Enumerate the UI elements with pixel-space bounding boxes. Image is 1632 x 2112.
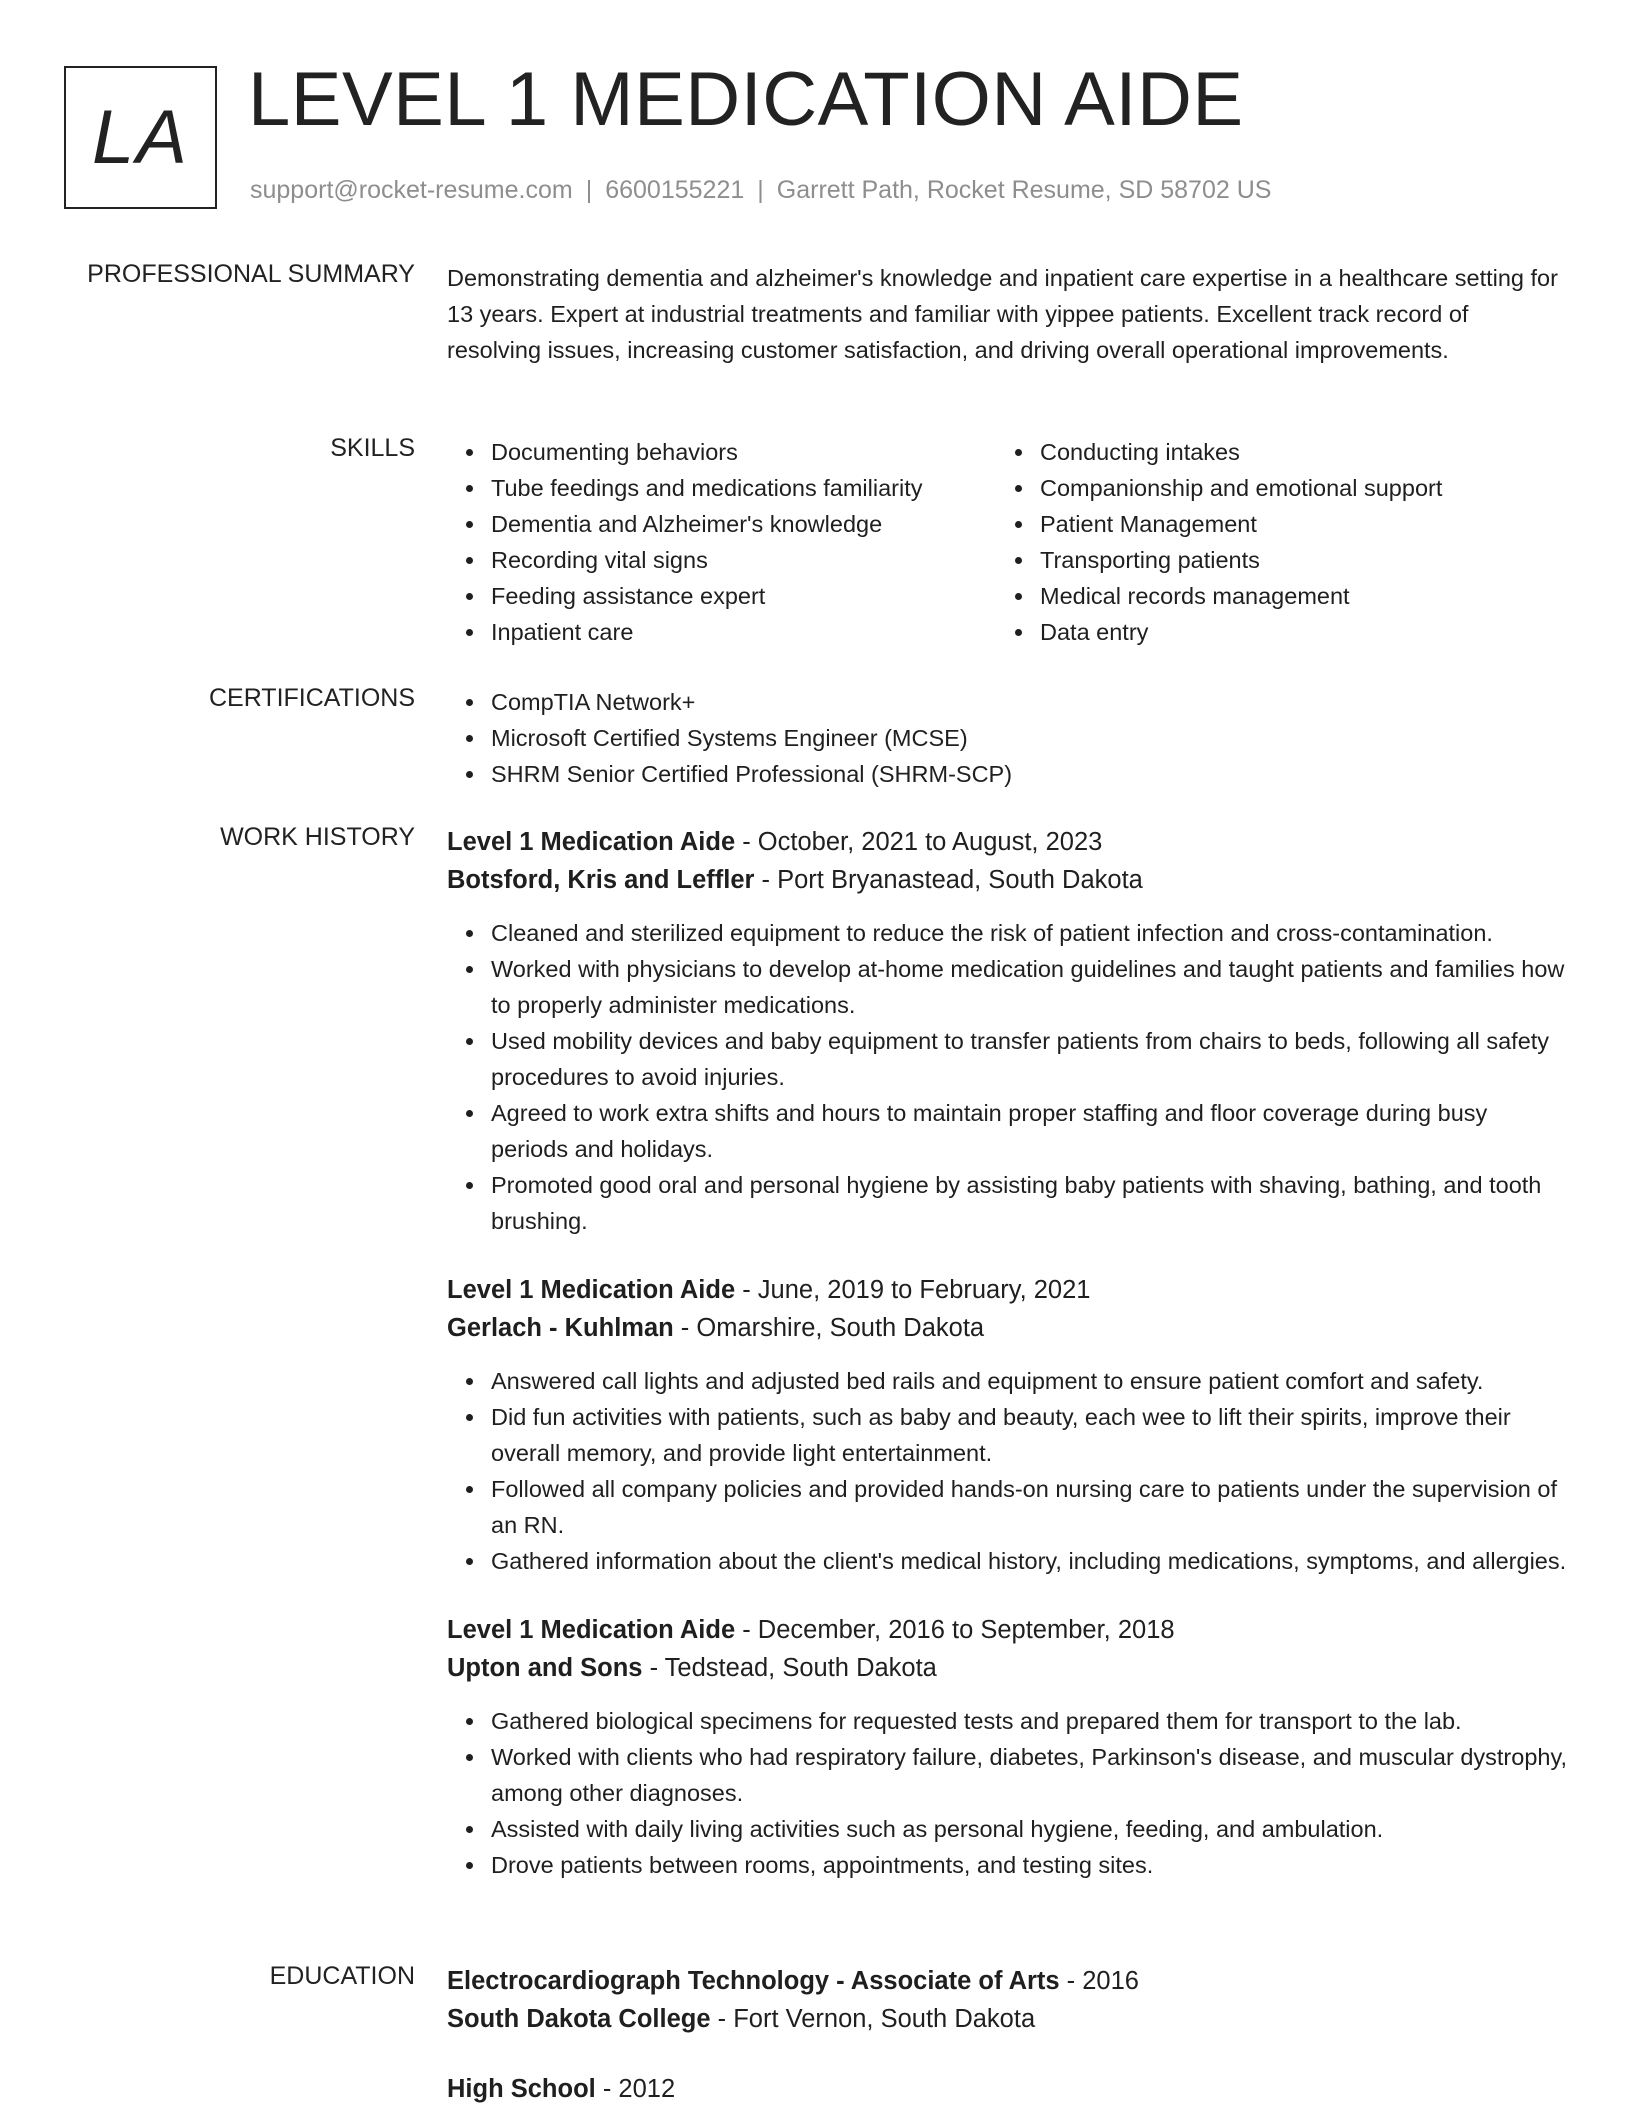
skill-item: Dementia and Alzheimer's knowledge xyxy=(447,506,996,542)
job-bullet: Promoted good oral and personal hygiene by assisting baby patients with shaving, bathing, and tooth brushing. xyxy=(447,1167,1567,1239)
education-entry xyxy=(447,2070,1567,2108)
job-company-line xyxy=(447,861,1567,899)
certification-item: Microsoft Certified Systems Engineer (MCSE) xyxy=(447,720,1567,756)
skill-item: Conducting intakes xyxy=(996,434,1545,470)
job-company-line xyxy=(447,1649,1567,1687)
job-bullet: Agreed to work extra shifts and hours to maintain proper staffing and floor coverage during busy periods and holidays. xyxy=(447,1095,1567,1167)
education-degree: High School xyxy=(447,2075,596,2103)
skill-item: Tube feedings and medications familiarity xyxy=(447,470,996,506)
job-location: - Tedstead, South Dakota xyxy=(642,1654,937,1682)
section-label-work-history: WORK HISTORY xyxy=(220,823,415,851)
contact-separator: | xyxy=(757,176,764,204)
section-label-skills: SKILLS xyxy=(330,434,415,462)
job-title: Level 1 Medication Aide xyxy=(447,1276,736,1304)
certification-item: CompTIA Network+ xyxy=(447,684,1567,720)
job-entry xyxy=(447,1611,1567,1883)
section-label-education: EDUCATION xyxy=(269,1962,415,1990)
job-dates: - October, 2021 to August, 2023 xyxy=(735,828,1103,856)
job-bullet: Drove patients between rooms, appointments, and testing sites. xyxy=(447,1847,1567,1883)
job-bullets xyxy=(447,915,1567,1239)
skill-item: Feeding assistance expert xyxy=(447,578,996,614)
skill-item: Data entry xyxy=(996,614,1545,650)
job-bullet: Answered call lights and adjusted bed rails and equipment to ensure patient comfort and safety. xyxy=(447,1363,1567,1399)
job-bullet: Gathered information about the client's medical history, including medications, symptoms, and allergies. xyxy=(447,1543,1567,1579)
job-bullet: Used mobility devices and baby equipment to transfer patients from chairs to beds, following all safety procedures to avoid injuries. xyxy=(447,1023,1567,1095)
job-company-line xyxy=(447,1309,1567,1347)
certifications-list xyxy=(447,684,1567,792)
job-location: - Port Bryanastead, South Dakota xyxy=(754,866,1143,894)
contact-line xyxy=(250,176,1271,205)
skill-item: Medical records management xyxy=(996,578,1545,614)
contact-phone: 6600155221 xyxy=(605,176,745,204)
education-degree-line xyxy=(447,2070,1567,2108)
skills-list-right xyxy=(996,434,1545,650)
education-school: South Dakota College xyxy=(447,2005,711,2033)
monogram xyxy=(64,66,217,209)
contact-separator: | xyxy=(585,176,593,204)
resume-title: LEVEL 1 MEDICATION AIDE xyxy=(248,57,1244,142)
job-entry xyxy=(447,823,1567,1239)
skill-item: Documenting behaviors xyxy=(447,434,996,470)
education-degree-line xyxy=(447,1962,1567,2000)
skill-item: Transporting patients xyxy=(996,542,1545,578)
section-label-summary: PROFESSIONAL SUMMARY xyxy=(87,260,415,288)
job-bullet: Assisted with daily living activities such as personal hygiene, feeding, and ambulation. xyxy=(447,1811,1567,1847)
skills-columns xyxy=(447,434,1567,650)
education-entry xyxy=(447,1962,1567,2038)
education-school-line xyxy=(447,2000,1567,2038)
job-location: - Omarshire, South Dakota xyxy=(673,1314,985,1342)
summary-text: Demonstrating dementia and alzheimer's knowledge and inpatient care expertise in a healthcare setting for 13 years. Expert at industrial treatments and familiar with yippee patients. Excellent track record of resolving issues, increasing customer satisfaction, and driving overall operational improvements. xyxy=(447,265,1558,363)
work-history-body xyxy=(447,823,1567,1915)
contact-address: Garrett Path, Rocket Resume, SD 58702 US xyxy=(776,176,1272,204)
job-bullet: Cleaned and sterilized equipment to reduce the risk of patient infection and cross-contamination. xyxy=(447,915,1567,951)
job-title: Level 1 Medication Aide xyxy=(447,828,736,856)
contact-email: support@rocket-resume.com xyxy=(250,176,573,204)
skill-item: Recording vital signs xyxy=(447,542,996,578)
education-degree: Electrocardiograph Technology - Associate of Arts xyxy=(447,1967,1060,1995)
skill-item: Inpatient care xyxy=(447,614,996,650)
job-bullet: Gathered biological specimens for requested tests and prepared them for transport to the lab. xyxy=(447,1703,1567,1739)
education-location: - Fort Vernon, South Dakota xyxy=(710,2005,1036,2033)
education-year: - 2016 xyxy=(1059,1967,1139,1995)
job-entry xyxy=(447,1271,1567,1579)
job-bullets xyxy=(447,1363,1567,1579)
job-dates: - December, 2016 to September, 2018 xyxy=(735,1616,1175,1644)
job-company: Gerlach - Kuhlman xyxy=(447,1314,674,1342)
job-bullet: Worked with clients who had respiratory failure, diabetes, Parkinson's disease, and muscular dystrophy, among other diagnoses. xyxy=(447,1739,1567,1811)
job-company: Upton and Sons xyxy=(447,1654,643,1682)
section-label-certifications: CERTIFICATIONS xyxy=(208,684,415,712)
job-title: Level 1 Medication Aide xyxy=(447,1616,736,1644)
certification-item: SHRM Senior Certified Professional (SHRM-SCP) xyxy=(447,756,1567,792)
job-title-line xyxy=(447,1611,1567,1649)
job-title-line xyxy=(447,823,1567,861)
job-bullet: Followed all company policies and provided hands-on nursing care to patients under the supervision of an RN. xyxy=(447,1471,1567,1543)
job-title-line xyxy=(447,1271,1567,1309)
education-body xyxy=(447,1962,1567,2112)
job-bullets xyxy=(447,1703,1567,1883)
skill-item: Companionship and emotional support xyxy=(996,470,1545,506)
job-company: Botsford, Kris and Leffler xyxy=(447,866,755,894)
certifications-body xyxy=(447,684,1567,792)
skill-item: Patient Management xyxy=(996,506,1545,542)
job-bullet: Worked with physicians to develop at-home medication guidelines and taught patients and families how to properly administer medications. xyxy=(447,951,1567,1023)
monogram-initials: LA xyxy=(92,95,189,180)
job-dates: - June, 2019 to February, 2021 xyxy=(735,1276,1091,1304)
skills-list-left xyxy=(447,434,996,650)
education-year: - 2012 xyxy=(595,2075,676,2103)
job-bullet: Did fun activities with patients, such as baby and beauty, each wee to lift their spirits, improve their overall memory, and provide light entertainment. xyxy=(447,1399,1567,1471)
